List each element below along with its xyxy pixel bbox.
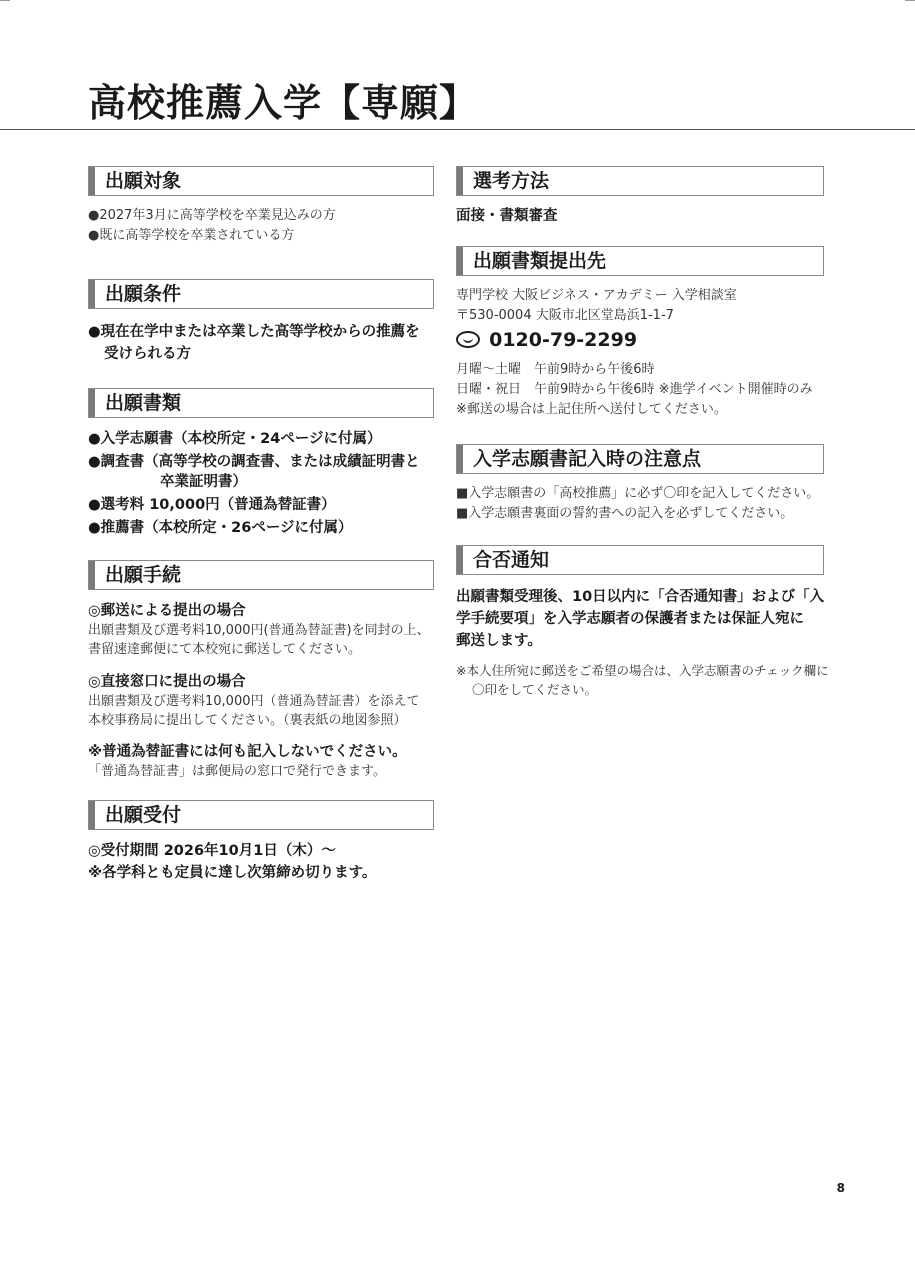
section-heading-conditions [88, 279, 434, 309]
tel-line [456, 329, 637, 351]
section-selection [456, 166, 824, 224]
money-order-note-text: 「普通為替証書」は郵便局の窓口で発行できます。 [88, 764, 386, 779]
page-number: 8 [836, 1181, 845, 1195]
heading-text: 出願対象 [105, 170, 182, 192]
heading-accent-bar [457, 167, 463, 195]
heading-text: 出願書類提出先 [473, 250, 607, 272]
heading-accent-bar [89, 801, 95, 829]
result-text: 郵送します。 [456, 633, 542, 649]
condition-line: ●現在在学中または卒業した高等学校からの推薦を [88, 324, 420, 340]
crop-mark-right [905, 0, 915, 1]
heading-accent-bar [89, 389, 95, 417]
section-heading-reception [88, 800, 434, 830]
heading-text: 出願書類 [105, 392, 182, 414]
heading-accent-bar [89, 561, 95, 589]
heading-accent-bar [457, 247, 463, 275]
section-heading-procedure [88, 560, 434, 590]
section-documents [88, 388, 434, 536]
section-procedure [88, 560, 434, 779]
page-title: 高校推薦入学【専願】 [88, 81, 479, 125]
heading-accent-bar [457, 445, 463, 473]
window-submission-title: ◎直接窓口に提出の場合 [88, 674, 246, 690]
document-item: ●選考料 10,000円（普通為替証書） [88, 497, 336, 513]
heading-accent-bar [89, 167, 95, 195]
section-heading-submission [456, 246, 824, 276]
result-text: 出願書類受理後、10日以内に「合否通知書」および「入 [456, 589, 825, 605]
section-heading-selection [456, 166, 824, 196]
tel-number[interactable]: 0120-79-2299 [489, 329, 638, 351]
result-text: 学手続要項」を入学志願者の保護者または保証人宛に [456, 611, 804, 627]
mail-submission-text: 書留速達郵便にて本校宛に郵送してください。 [88, 642, 362, 657]
section-heading-eligibility [88, 166, 434, 196]
mail-submission-title: ◎郵送による提出の場合 [88, 603, 246, 619]
reception-note: ※各学科とも定員に達し次第締め切ります。 [88, 865, 377, 881]
free-dial-icon [456, 331, 480, 348]
submission-address: 〒530-0004 大阪市北区堂島浜1-1-7 [456, 308, 674, 323]
section-notes [456, 444, 824, 521]
list-item: ●2027年3月に高等学校を卒業見込みの方 [88, 208, 336, 223]
document-item: ●調査書（高等学校の調査書、または成績証明書と [88, 454, 420, 470]
note-item: ■入学志願書の「高校推薦」に必ず〇印を記入してください。 [456, 486, 820, 501]
heading-accent-bar [89, 280, 95, 308]
heading-text: 出願受付 [105, 804, 182, 826]
title-divider [0, 129, 915, 130]
document-item: ●入学志願書（本校所定・24ページに付属） [88, 431, 382, 447]
result-note: ※本人住所宛に郵送をご希望の場合は、入学志願書のチェック欄に [456, 663, 829, 678]
office-hours: 月曜～土曜 午前9時から午後6時 [456, 362, 655, 377]
condition-line: 受けられる方 [104, 346, 191, 362]
heading-accent-bar [457, 546, 463, 574]
document-item-continuation: 卒業証明書） [160, 474, 247, 490]
heading-text: 出願条件 [105, 283, 182, 305]
section-reception [88, 800, 434, 881]
section-heading-result [456, 545, 824, 575]
section-conditions [88, 279, 434, 362]
heading-text: 合否通知 [473, 549, 550, 571]
section-heading-notes [456, 444, 824, 474]
window-submission-text: 本校事務局に提出してください。（裏表紙の地図参照） [88, 713, 407, 728]
mail-submission-text: 出願書類及び選考料10,000円(普通為替証書)を同封の上、 [88, 623, 430, 638]
section-heading-documents [88, 388, 434, 418]
crop-mark-left [0, 0, 10, 1]
reception-period: ◎受付期間 2026年10月1日（木）～ [88, 843, 336, 859]
document-item: ●推薦書（本校所定・26ページに付属） [88, 520, 353, 536]
heading-text: 入学志願書記入時の注意点 [473, 448, 702, 470]
money-order-note-title: ※普通為替証書には何も記入しないでください。 [88, 744, 407, 760]
section-result [456, 545, 829, 697]
mail-note: ※郵送の場合は上記住所へ送付してください。 [456, 402, 727, 417]
window-submission-text: 出願書類及び選考料10,000円（普通為替証書）を添えて [88, 694, 420, 709]
note-item: ■入学志願書裏面の誓約書への記入を必ずしてください。 [456, 506, 794, 521]
selection-method: 面接・書類審査 [456, 208, 558, 224]
section-submission [456, 246, 824, 417]
heading-text: 出願手続 [105, 564, 182, 586]
section-eligibility [88, 166, 434, 243]
heading-text: 選考方法 [473, 170, 550, 192]
result-note: 〇印をしてください。 [472, 682, 598, 697]
office-hours: 日曜・祝日 午前9時から午後6時 ※進学イベント開催時のみ [456, 382, 813, 397]
submission-address: 専門学校 大阪ビジネス・アカデミー 入学相談室 [456, 288, 737, 303]
list-item: ●既に高等学校を卒業されている方 [88, 228, 295, 243]
